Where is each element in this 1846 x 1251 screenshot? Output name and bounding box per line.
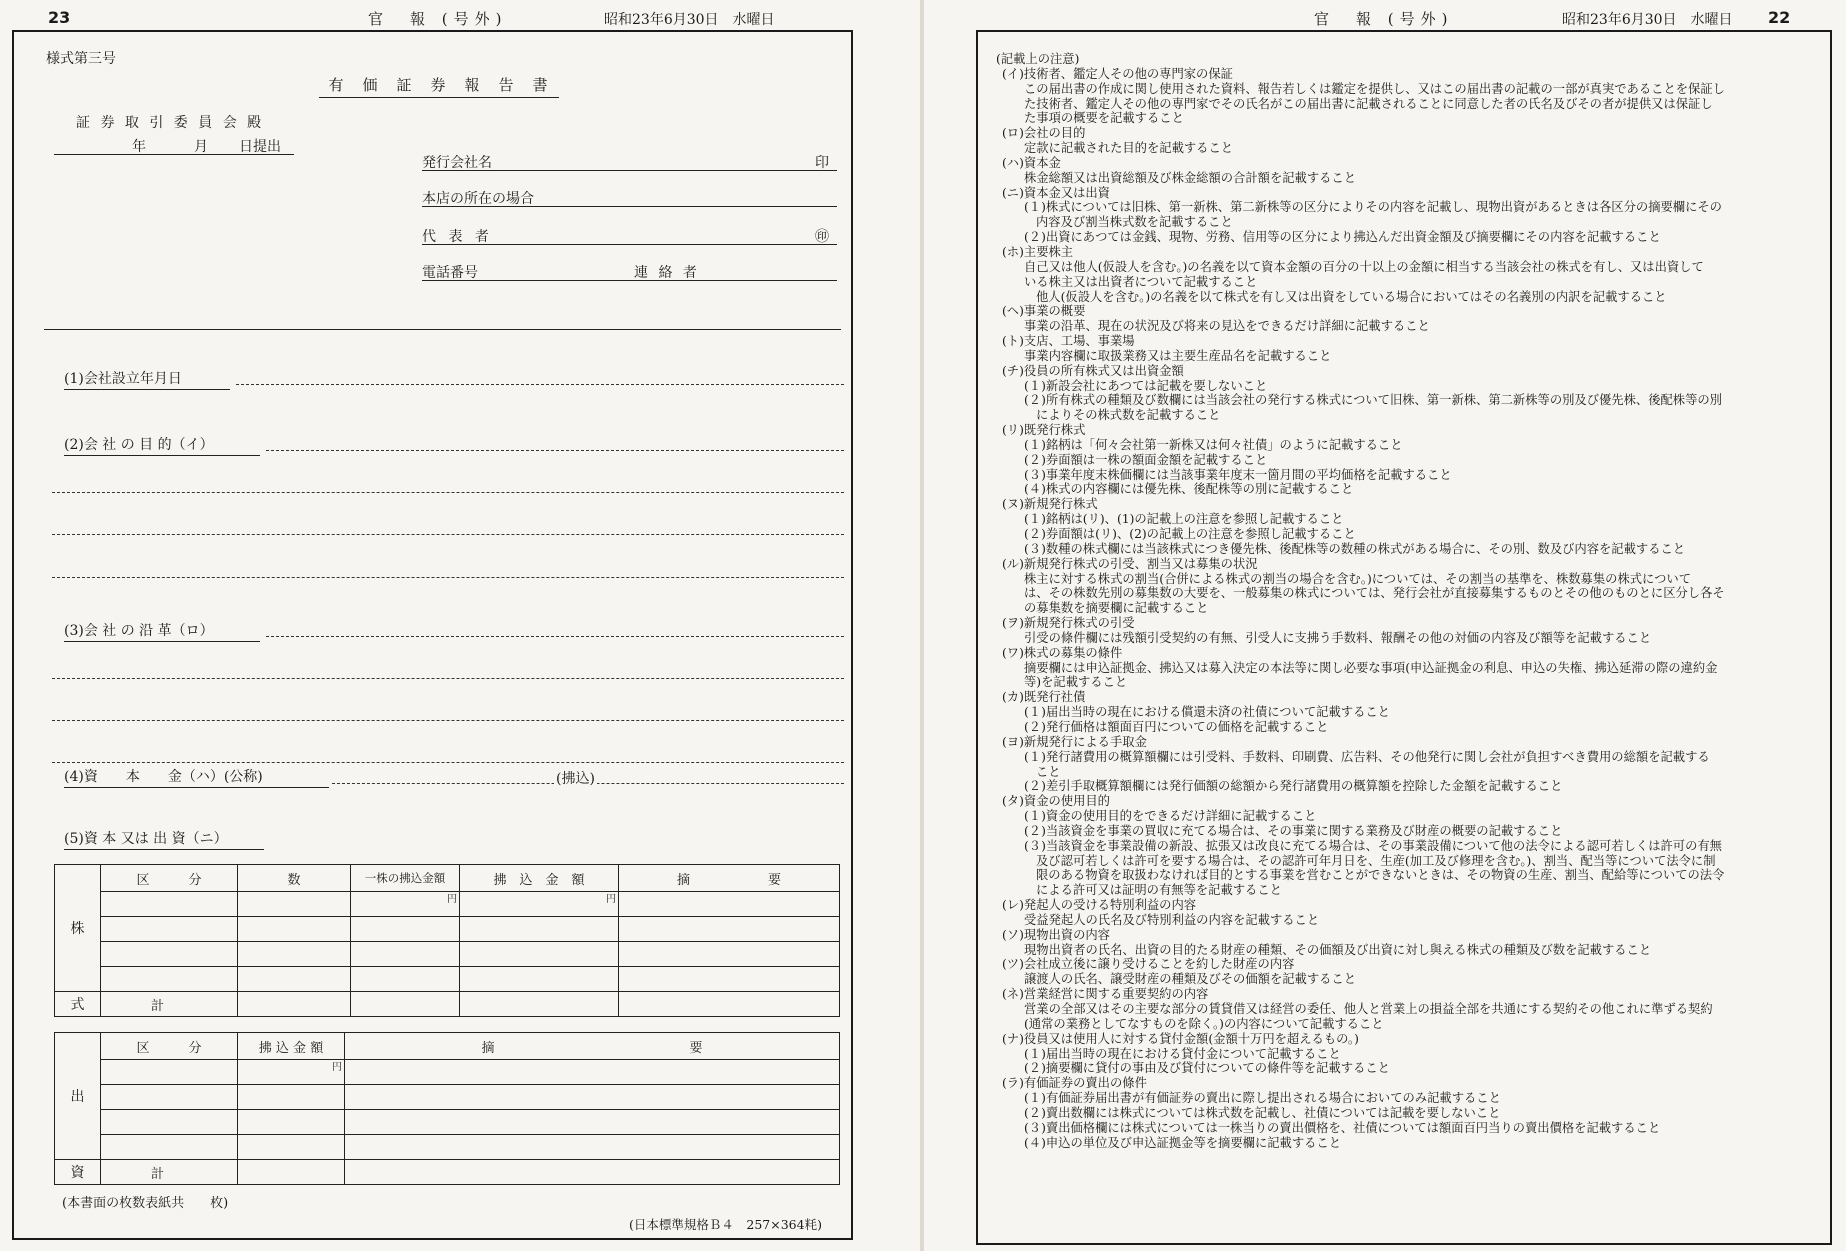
phone-label: 電話番号: [422, 265, 478, 281]
company-name-label: 発行会社名: [422, 155, 492, 171]
capital-col-category: 区 分: [101, 1033, 238, 1060]
note-subitem: (１)届出当時の現在における貸付金について記載すること: [1024, 1046, 1341, 1061]
note-continuation: 内容及び割当株式数を記載すること: [1036, 215, 1233, 230]
right-header-title: 官 報 (号外): [1314, 10, 1454, 28]
note-subitem: (３)賣出価格欄には株式については一株当りの賣出價格を、社債については額面百円当りの賣出價格を記載すること: [1024, 1120, 1661, 1135]
form-number: 様式第三号: [46, 51, 116, 67]
capital-table-row[interactable]: [55, 1110, 840, 1135]
note-body-line: 自己又は他人(仮設人を含む。)の名義を以て資本金額の百分の十以上の金額に相当する当該会社の株式を有し、又は出資して: [1024, 259, 1704, 274]
stock-col-per-share: 一株の拂込金額: [351, 865, 460, 892]
contact-label: 連 絡 者: [634, 265, 700, 281]
note-subitem: (１)届出当時の現在における償還未済の社債について記載すること: [1024, 705, 1390, 720]
note-body-line: 定款に記載された目的を記載すること: [1024, 141, 1234, 156]
stock-table-row[interactable]: [55, 942, 840, 967]
item-3-input-line-3[interactable]: [52, 720, 844, 721]
note-heading: (ソ)現物出資の内容: [1002, 927, 1110, 942]
note-subitem: (２)券面額は(リ)、(2)の記載上の注意を参照し記載すること: [1024, 527, 1356, 541]
stock-cell[interactable]: [101, 892, 238, 917]
stock-cell[interactable]: [238, 892, 351, 917]
note-subitem: (４)申込の単位及び申込証拠金等を摘要欄に記載すること: [1024, 1135, 1342, 1150]
note-heading: (ヨ)新規発行による手取金: [1002, 734, 1147, 749]
date-year-label: 年: [132, 139, 146, 155]
yen-mark: 円: [447, 894, 457, 905]
left-header-title: 官 報 (号外): [368, 10, 508, 28]
stock-total-cell[interactable]: [238, 992, 351, 1017]
note-heading: (ツ)会社成立後に譲り受けることを約した財産の内容: [1002, 957, 1295, 972]
company-seal-mark: 印: [815, 155, 829, 171]
note-heading: (ヲ)新規発行株式の引受: [1002, 616, 1135, 631]
stock-table-side-bottom: 式: [55, 992, 101, 1017]
stock-table: [54, 864, 840, 1017]
stock-table-row[interactable]: [55, 967, 840, 992]
capital-table-side-bottom: 資: [55, 1160, 101, 1185]
notes-title: (記載上の注意): [996, 52, 1080, 66]
note-heading: (タ)資金の使用目的: [1002, 794, 1110, 809]
yen-mark: 円: [332, 1062, 342, 1073]
representative-seal-mark: ㊞: [815, 229, 829, 245]
date-month-label: 月: [194, 139, 208, 155]
note-body-line: 株主に対する株式の割当(合併による株式の割当の場合を含む。)については、その割当の基準を、株数募集の株式について: [1024, 571, 1691, 586]
note-continuation: によりその株式数を記載すること: [1036, 408, 1221, 423]
note-heading: (ル)新規発行株式の引受、割当又は募集の状況: [1002, 556, 1258, 571]
section-divider: [44, 329, 841, 330]
stock-table-row[interactable]: [55, 892, 840, 917]
note-wrap-line: の募集数を摘要欄に記載すること: [1024, 601, 1209, 616]
note-heading: (ナ)役員又は使用人に対する貸付金額(金額十万円を超えるもの。): [1002, 1031, 1359, 1046]
note-body-line: 営業の全部又はその主要な部分の賃貸借又は経営の委任、他人と営業上の損益全部を共通にする契約その他これに準ずる契約: [1024, 1002, 1713, 1016]
stock-total-cell[interactable]: [460, 992, 619, 1017]
item-2-label: (2)会 社 の 目 的（イ）: [64, 434, 260, 456]
note-wrap-line: た事項の概要を記載すること: [1024, 111, 1184, 126]
note-heading: (ニ)資本金又は出資: [1002, 185, 1110, 200]
note-subitem: (１)株式については旧株、第一新株、第二新株等の区分によりその内容を記載し、現物出資があるときは各区分の摘要欄にその: [1024, 200, 1722, 215]
note-body-line: 株金総額又は出資総額及び株金総額の合計額を記載すること: [1024, 170, 1357, 185]
submission-date-line[interactable]: [54, 136, 294, 155]
capital-table-side-top: 出: [55, 1033, 101, 1160]
capital-table-row[interactable]: [55, 1135, 840, 1160]
note-subitem: (２)発行価格は額面百円についての価格を記載すること: [1024, 719, 1329, 734]
company-name-field[interactable]: [422, 152, 837, 171]
head-office-field[interactable]: [422, 188, 837, 207]
note-wrap-line: (通常の業務としてなすものを除く。)の内容について記載すること: [1024, 1016, 1384, 1031]
note-body-line: 受益発起人の氏名及び特別利益の内容を記載すること: [1024, 912, 1320, 927]
note-subitem: (３)数種の株式欄には当該株式につき優先株、後配株等の数種の株式がある場合に、その別、数及び内容を記載すること: [1024, 541, 1686, 556]
note-body-line: 事業内容欄に取扱業務又は主要生産品名を記載すること: [1024, 348, 1332, 363]
notes-list: [996, 67, 1826, 1151]
left-page-header: [0, 6, 922, 28]
head-office-label: 本店の所在の場合: [422, 191, 534, 207]
item-4-paid-in-label: (拂込): [554, 768, 597, 788]
note-continuation: 限のある物資を取扱わなければ目的とする事業を営むことができないときは、その物資の生産、割当、配給等についての法令: [1036, 868, 1725, 883]
notes-body: [996, 52, 1826, 1150]
item-2-input-line-1[interactable]: [266, 450, 844, 451]
note-heading: (ホ)主要株主: [1002, 244, 1074, 259]
note-subitem: (１)有価証券届出書が有価証券の賣出に際し提出される場合においてのみ記載すること: [1024, 1091, 1501, 1106]
note-subitem: (２)所有株式の種類及び数欄には当該会社の発行する株式について旧株、第一新株、第二新株等の別及び優先株、後配株等の別: [1024, 393, 1722, 408]
capital-table-row[interactable]: [55, 1085, 840, 1110]
note-heading: (レ)発起人の受ける特別利益の内容: [1002, 898, 1197, 913]
note-heading: (ヘ)事業の概要: [1002, 304, 1086, 319]
note-heading: (ハ)資本金: [1002, 155, 1061, 170]
form-title: 有 価 証 券 報 告 書: [319, 74, 559, 98]
stock-cell[interactable]: [619, 892, 840, 917]
item-4-label: (4)資 本 金（ハ）(公称): [64, 766, 329, 788]
note-heading: (ラ)有価証券の賣出の條件: [1002, 1076, 1147, 1091]
note-continuation: 他人(仮設人を含む。)の名義を以て株式を有し又は出資をしている場合においてはその名義別の内訳を記載すること: [1036, 289, 1667, 304]
page-count-note: (本書面の枚数表紙共 枚): [62, 1196, 229, 1211]
capital-cell[interactable]: [345, 1060, 840, 1085]
right-page-header: [924, 6, 1846, 28]
capital-col-paid-in: 拂 込 金 額: [238, 1033, 345, 1060]
yen-mark: 円: [606, 894, 616, 905]
note-heading: (ワ)株式の募集の條件: [1002, 645, 1123, 660]
note-heading: (チ)役員の所有株式又は出資金額: [1002, 363, 1184, 378]
stock-col-category: 区 分: [101, 865, 238, 892]
note-subitem: (１)発行諸費用の概算額欄には引受料、手数料、印刷費、広告料、その他発行に関し会社が負担すべき費用の総額を記載する: [1024, 749, 1710, 764]
note-subitem: (１)新設会社にあつては記載を要しないこと: [1024, 378, 1268, 393]
note-heading: (リ)既発行株式: [1002, 423, 1086, 438]
stock-col-paid-in: 拂 込 金 額: [460, 865, 619, 892]
note-body-line: 譲渡人の氏名、譲受財産の種類及びその価額を記載すること: [1024, 972, 1357, 987]
left-header-date: 昭和23年6月30日 水曜日: [604, 12, 775, 28]
capital-total-label: 計: [101, 1160, 238, 1185]
note-body-line: 引受の條件欄には残額引受契約の有無、引受人に支拂う手数料、報酬その他の対価の内容及び額等を記載すること: [1024, 630, 1652, 645]
note-subitem: (１)銘柄は「何々会社第一新株又は何々社債」のように記載すること: [1024, 437, 1403, 452]
item-2-input-line-4[interactable]: [52, 577, 844, 578]
note-heading: (ト)支店、工場、事業場: [1002, 334, 1135, 349]
item-5-label: (5)資 本 又は 出 資（ニ）: [64, 828, 264, 850]
item-3-label: (3)会 社 の 沿 革（ロ）: [64, 620, 260, 642]
stock-cell[interactable]: [351, 892, 460, 917]
note-subitem: (１)資金の使用目的をできるだけ詳細に記載すること: [1024, 809, 1317, 824]
note-body-line: 現物出資者の氏名、出資の目的たる財産の種類、その価額及び出資に対し與える株式の種類及び数を記載すること: [1024, 942, 1652, 957]
note-subitem: (２)摘要欄に貸付の事由及び貸付についての條件等を記載すること: [1024, 1061, 1390, 1076]
stock-table-row[interactable]: [55, 917, 840, 942]
phone-contact-field[interactable]: [422, 262, 837, 281]
item-3-input-line-4[interactable]: [52, 762, 844, 763]
paper-spec-note: (日本標準規格Ｂ４ 257×364粍): [629, 1217, 822, 1232]
note-subitem: (３)当該資金を事業設備の新設、拡張又は改良に充てる場合は、その事業設備について他の法令による認可若しくは許可の有無: [1024, 838, 1722, 853]
item-1-label: (1)会社設立年月日: [64, 368, 230, 390]
note-continuation: こと: [1036, 764, 1061, 779]
note-subitem: (１)銘柄は(リ)、(1)の記載上の注意を参照し記載すること: [1024, 512, 1344, 527]
note-subitem: (２)賣出数欄には株式については株式数を記載し、社債については記載を要しないこと: [1024, 1105, 1501, 1120]
item-1-input-line[interactable]: [236, 384, 844, 385]
note-wrap-line: いる株主又は出資者について記載すること: [1024, 274, 1258, 289]
stock-total-cell[interactable]: [619, 992, 840, 1017]
stock-total-label: 計: [101, 992, 238, 1017]
note-heading: (ヌ)新規発行株式: [1002, 497, 1098, 512]
note-heading: (ネ)営業経営に関する重要契約の内容: [1002, 987, 1209, 1002]
item-3-input-line-1[interactable]: [266, 636, 844, 637]
note-continuation: 及び認可若しくは許可を要する場合は、その認許可年月日を、生産(加工及び修理を含む。)、割当、配当等について法令に制: [1036, 853, 1716, 868]
note-subitem: (２)差引手取概算額欄には発行価額の総額から発行諸費用の概算額を控除した金額を記載すること: [1024, 779, 1563, 794]
capital-total-cell[interactable]: [238, 1160, 345, 1185]
capital-table: [54, 1032, 840, 1185]
note-subitem: (３)事業年度末株価欄には当該事業年度末一箇月間の平均価格を記載すること: [1024, 467, 1452, 482]
capital-table-row[interactable]: [55, 1060, 840, 1085]
stock-cell[interactable]: [460, 892, 619, 917]
note-wrap-line: 等)を記載すること: [1024, 675, 1128, 690]
note-subitem: (２)出資にあつては金銭、現物、労務、信用等の区分により拂込んだ出資金額及び摘要欄にその内容を記載すること: [1024, 230, 1661, 245]
note-wrap-line: は、その株数先別の募集数の大要を、一般募集の株式については、発行会社が直接募集するものとその他のものとに区分し各そ: [1024, 586, 1725, 601]
note-subitem: (２)当該資金を事業の買収に充てる場合は、その事業に関する業務及び財産の概要の記載すること: [1024, 823, 1563, 838]
stock-col-remarks: 摘 要: [619, 865, 840, 892]
note-continuation: による許可又は証明の有無等を記載すること: [1036, 883, 1282, 898]
item-2-input-line-2[interactable]: [52, 492, 844, 493]
stock-col-count: 数: [238, 865, 351, 892]
item-3-input-line-2[interactable]: [52, 678, 844, 679]
form-frame: [12, 30, 853, 1240]
note-body-line: 摘要欄には申込証拠金、拂込又は募入決定の本法等に関し必要な事項(申込証拠金の利息、申込の失権、拂込延滞の際の違約金: [1024, 660, 1718, 675]
note-wrap-line: た技術者、鑑定人その他の専門家でその氏名がこの届出書に記載されることに同意した者の氏名及びその者が提供又は保証し: [1024, 96, 1713, 111]
capital-cell[interactable]: [238, 1060, 345, 1085]
stock-total-cell[interactable]: [351, 992, 460, 1017]
note-body-line: この届出書の作成に関し使用された資料、報告若しくは鑑定を提供し、又はこの届出書の記載の一部が真実であることを保証し: [1024, 81, 1725, 96]
right-page: [924, 0, 1846, 1251]
note-body-line: 事業の沿革、現在の状況及び将来の見込をできるだけ詳細に記載すること: [1024, 319, 1430, 334]
note-heading: (ロ)会社の目的: [1002, 126, 1086, 141]
item-2-input-line-3[interactable]: [52, 534, 844, 535]
representative-field[interactable]: [422, 226, 837, 245]
left-page-number: 23: [48, 8, 71, 27]
right-page-number: 22: [1768, 8, 1791, 27]
representative-label: 代 表 者: [422, 229, 493, 245]
note-heading: (イ)技術者、鑑定人その他の専門家の保証: [1002, 66, 1233, 81]
left-page: [0, 0, 922, 1251]
capital-col-remarks: 摘 要: [345, 1033, 840, 1060]
note-heading: (カ)既発行社債: [1002, 690, 1086, 705]
capital-total-cell[interactable]: [345, 1160, 840, 1185]
right-header-date: 昭和23年6月30日 水曜日: [1562, 12, 1733, 28]
stock-table-side-top: 株: [55, 865, 101, 992]
capital-cell[interactable]: [101, 1060, 238, 1085]
note-subitem: (２)券面額は一株の額面金額を記載すること: [1024, 452, 1268, 467]
note-subitem: (４)株式の内容欄には優先株、後配株等の別に記載すること: [1024, 482, 1354, 497]
date-day-label: 日提出: [239, 139, 281, 155]
addressee: 証 券 取 引 委 員 会 殿: [76, 115, 265, 131]
